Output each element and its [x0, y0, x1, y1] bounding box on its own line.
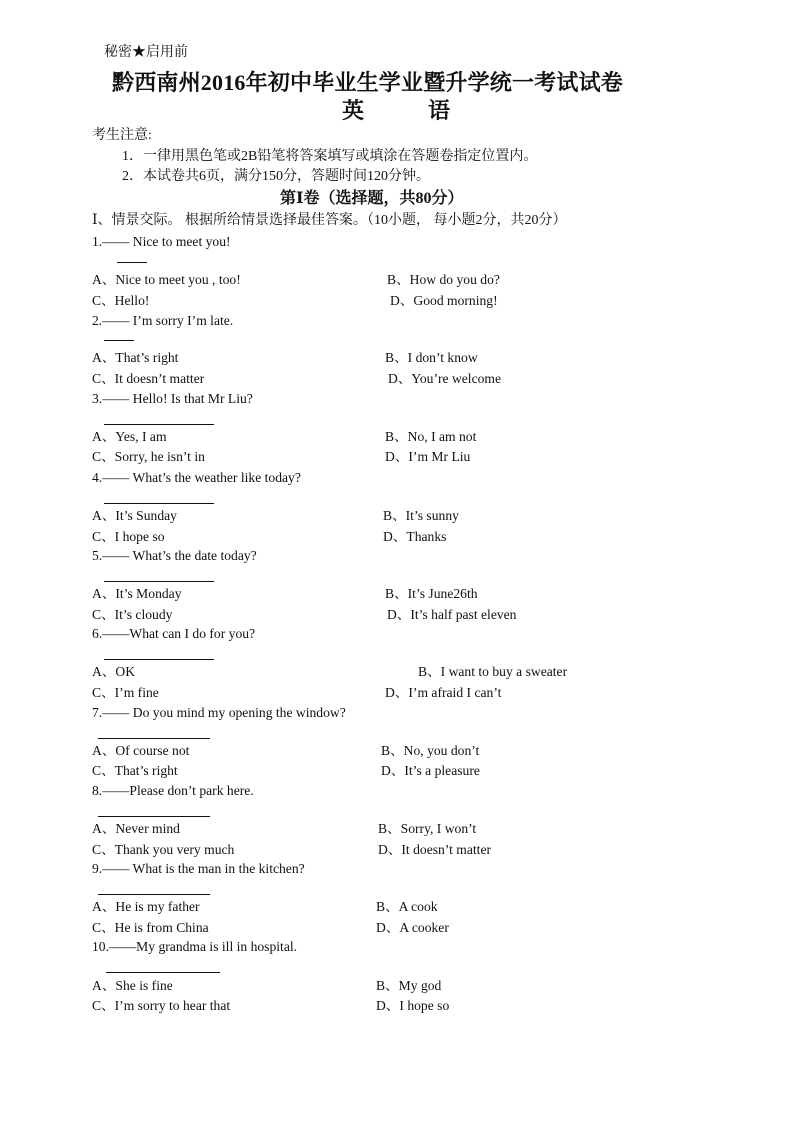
q10-option-d: D、I hope so [376, 998, 450, 1013]
q5-option-b: B、It’s June26th [385, 586, 478, 601]
q2-option-b: B、I don’t know [385, 350, 478, 365]
q10-option-a: A、She is fine [92, 978, 173, 993]
subject-char-1: 英 [342, 98, 365, 123]
question-1: 1.—— Nice to meet you! [92, 234, 231, 249]
answer-blank-4 [104, 503, 214, 504]
q2-option-d: D、You’re welcome [388, 371, 502, 386]
q1-option-b: B、How do you do? [387, 272, 500, 287]
q7-option-a: A、Of course not [92, 743, 190, 758]
q3-option-d: D、I’m Mr Liu [385, 449, 471, 464]
question-8: 8.——Please don’t park here. [92, 783, 254, 798]
q10-option-c: C、I’m sorry to hear that [92, 998, 231, 1013]
q3-option-a: A、Yes, I am [92, 429, 167, 444]
q7-option-b: B、No, you don’t [381, 743, 480, 758]
question-10: 10.——My grandma is ill in hospital. [92, 939, 298, 954]
secret-label: 秘密★启用前 [104, 45, 188, 60]
q5-option-c: C、It’s cloudy [92, 607, 173, 622]
notice-item-1: 1．一律用黑色笔或2B铅笔将答案填写或填涂在答题卷指定位置内。 [122, 149, 538, 164]
answer-blank-10 [106, 972, 220, 973]
answer-blank-9 [98, 894, 210, 895]
q8-option-a: A、Never mind [92, 821, 180, 836]
section-1-instructions: Ⅰ、情景交际。 根据所给情景选择最佳答案。（10小题， 每小题2分，共20分） [92, 213, 567, 228]
answer-blank-6 [104, 659, 214, 660]
q7-option-c: C、That’s right [92, 763, 178, 778]
answer-blank-5 [104, 581, 214, 582]
q1-option-c: C、Hello! [92, 293, 150, 308]
answer-blank-2 [104, 340, 134, 341]
q2-option-a: A、That’s right [92, 350, 179, 365]
answer-blank-7 [98, 738, 210, 739]
q8-option-b: B、Sorry, I won’t [378, 821, 477, 836]
q5-option-a: A、It’s Monday [92, 586, 182, 601]
q9-option-c: C、He is from China [92, 920, 209, 935]
q6-option-c: C、I’m fine [92, 685, 159, 700]
exam-title: 黔西南州2016年初中毕业生学业暨升学统一考试试卷 [112, 70, 624, 95]
question-3: 3.—— Hello! Is that Mr Liu? [92, 391, 253, 406]
q4-option-b: B、It’s sunny [383, 508, 459, 523]
q2-option-c: C、It doesn’t matter [92, 371, 205, 386]
q4-option-c: C、I hope so [92, 529, 165, 544]
answer-blank-1 [117, 262, 147, 263]
q9-option-d: D、A cooker [376, 920, 449, 935]
question-9: 9.—— What is the man in the kitchen? [92, 861, 305, 876]
q9-option-a: A、He is my father [92, 899, 200, 914]
q8-option-d: D、It doesn’t matter [378, 842, 492, 857]
q6-option-b: B、I want to buy a sweater [418, 664, 568, 679]
q7-option-d: D、It’s a pleasure [381, 763, 480, 778]
q1-option-d: D、Good morning! [390, 293, 498, 308]
answer-blank-8 [98, 816, 210, 817]
q8-option-c: C、Thank you very much [92, 842, 235, 857]
notice-item-2: 2．本试卷共6页，满分150分，答题时间120分钟。 [122, 169, 430, 184]
part-title: 第Ⅰ卷（选择题，共80分） [280, 190, 464, 207]
answer-blank-3 [104, 424, 214, 425]
q4-option-a: A、It’s Sunday [92, 508, 177, 523]
q5-option-d: D、It’s half past eleven [387, 607, 517, 622]
q6-option-d: D、I’m afraid I can’t [385, 685, 502, 700]
q4-option-d: D、Thanks [383, 529, 447, 544]
question-5: 5.—— What’s the date today? [92, 548, 257, 563]
notice-heading: 考生注意: [92, 128, 152, 143]
q9-option-b: B、A cook [376, 899, 438, 914]
question-7: 7.—— Do you mind my opening the window? [92, 705, 346, 720]
q10-option-b: B、My god [376, 978, 442, 993]
question-6: 6.——What can I do for you? [92, 626, 256, 641]
question-2: 2.—— I’m sorry I’m late. [92, 313, 234, 328]
q3-option-b: B、No, I am not [385, 429, 477, 444]
q3-option-c: C、Sorry, he isn’t in [92, 449, 205, 464]
q1-option-a: A、Nice to meet you , too! [92, 272, 241, 287]
q6-option-a: A、OK [92, 664, 136, 679]
subject-char-2: 语 [428, 98, 451, 123]
question-4: 4.—— What’s the weather like today? [92, 470, 301, 485]
